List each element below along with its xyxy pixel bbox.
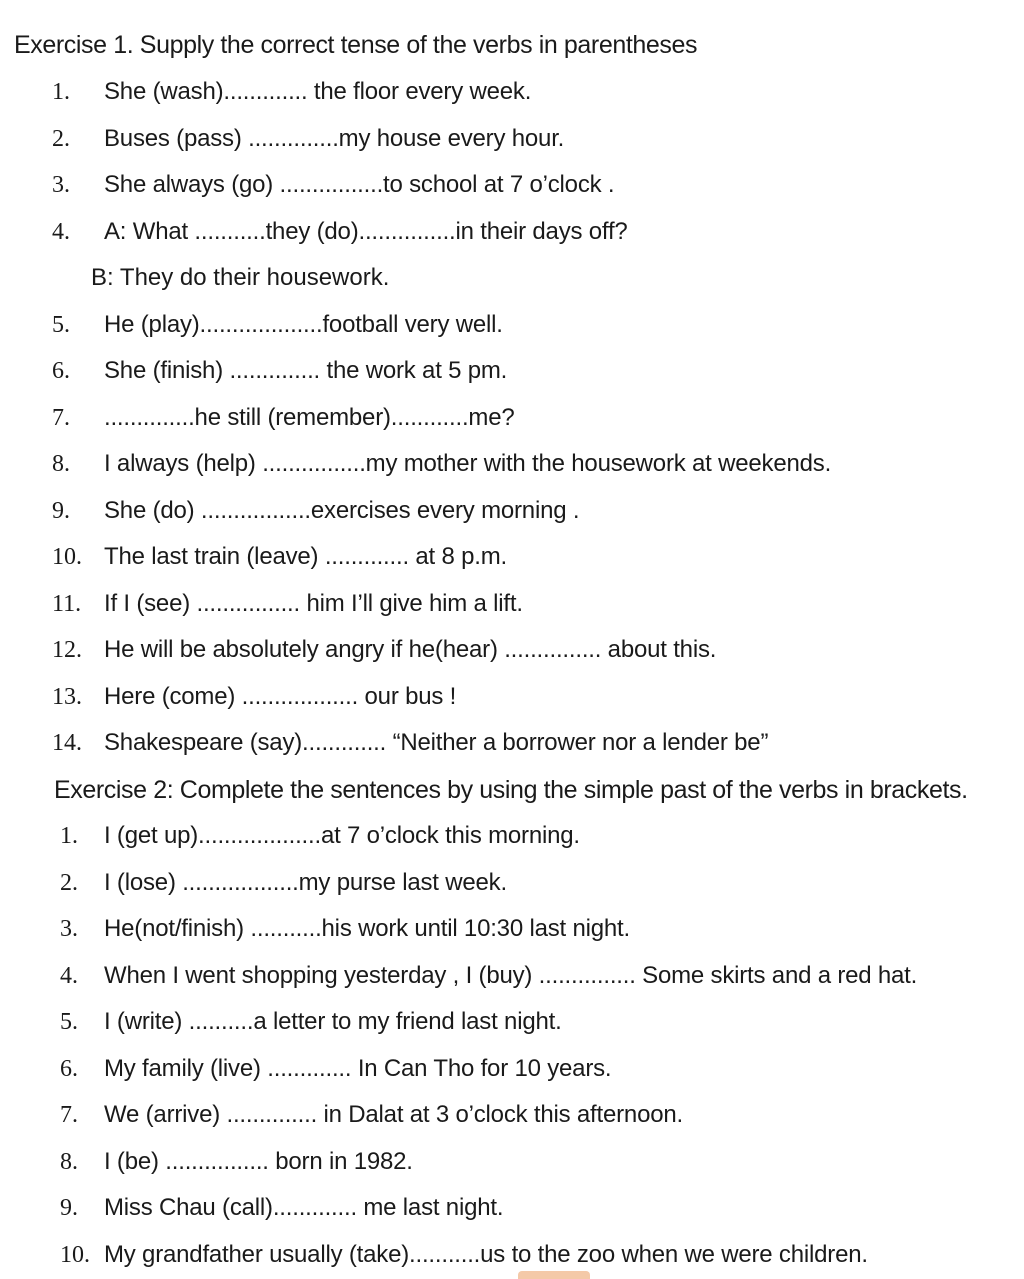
item-number: 10. bbox=[60, 1242, 90, 1268]
item-number: 5. bbox=[52, 312, 70, 338]
item-text: I (be) ................ born in 1982. bbox=[104, 1148, 413, 1175]
item-text: When I went shopping yesterday , I (buy) ............... Some skirts and a red hat. bbox=[104, 962, 918, 989]
item-text: B: They do their housework. bbox=[91, 264, 390, 291]
item-number: 2. bbox=[52, 126, 70, 152]
item-text: He (play)...................football very well. bbox=[104, 311, 503, 338]
item-text: I (write) ..........a letter to my friend last night. bbox=[104, 1008, 562, 1035]
item-number: 12. bbox=[52, 637, 82, 663]
item-number: 6. bbox=[60, 1056, 78, 1082]
item-number: 9. bbox=[52, 498, 70, 524]
item-number: 6. bbox=[52, 358, 70, 384]
item-number: 1. bbox=[60, 823, 78, 849]
item-text: We (arrive) .............. in Dalat at 3 o’clock this afternoon. bbox=[104, 1101, 683, 1128]
item-number: 14. bbox=[52, 730, 82, 756]
exercise-2-title: Exercise 2: Complete the sentences by using the simple past of the verbs in brackets. bbox=[54, 776, 968, 804]
item-number: 11. bbox=[52, 591, 82, 617]
item-text: Miss Chau (call)............. me last night. bbox=[104, 1194, 504, 1221]
item-text: The last train (leave) ............. at 8 p.m. bbox=[104, 543, 507, 570]
item-number: 7. bbox=[52, 405, 70, 431]
item-text: She (finish) .............. the work at 5 pm. bbox=[104, 357, 508, 384]
item-text: Shakespeare (say)............. “Neither a borrower nor a lender be” bbox=[104, 729, 769, 756]
item-text: ..............he still (remember)............me? bbox=[104, 404, 515, 431]
item-number: 2. bbox=[60, 870, 78, 896]
item-number: 4. bbox=[60, 963, 78, 989]
item-number: 9. bbox=[60, 1195, 78, 1221]
bottom-scroll-handle[interactable] bbox=[518, 1271, 590, 1279]
item-number: 4. bbox=[52, 219, 70, 245]
item-number: 1. bbox=[52, 79, 70, 105]
item-text: He(not/finish) ...........his work until 10:30 last night. bbox=[104, 915, 630, 942]
item-text: She always (go) ................to school at 7 o’clock . bbox=[104, 171, 615, 198]
item-text: She (do) .................exercises every morning . bbox=[104, 497, 580, 524]
item-text: A: What ...........they (do)...............in their days off? bbox=[104, 218, 628, 245]
item-text: Here (come) .................. our bus ! bbox=[104, 683, 457, 710]
item-number: 3. bbox=[52, 172, 70, 198]
item-number: 7. bbox=[60, 1102, 78, 1128]
item-number: 3. bbox=[60, 916, 78, 942]
item-text: My family (live) ............. In Can Tho for 10 years. bbox=[104, 1055, 612, 1082]
item-number: 8. bbox=[52, 451, 70, 477]
item-number: 5. bbox=[60, 1009, 78, 1035]
item-number: 10. bbox=[52, 544, 82, 570]
item-number: 8. bbox=[60, 1149, 78, 1175]
item-text: I (get up)...................at 7 o’clock this morning. bbox=[104, 822, 580, 849]
item-text: Buses (pass) ..............my house every hour. bbox=[104, 125, 565, 152]
item-text: I always (help) ................my mother with the housework at weekends. bbox=[104, 450, 832, 477]
item-text: I (lose) ..................my purse last week. bbox=[104, 869, 507, 896]
item-text: He will be absolutely angry if he(hear) ............... about this. bbox=[104, 636, 717, 663]
item-text: My grandfather usually (take)...........us to the zoo when we were children. bbox=[104, 1241, 868, 1268]
item-text: If I (see) ................ him I’ll give him a lift. bbox=[104, 590, 523, 617]
item-number: 13. bbox=[52, 684, 82, 710]
item-text: She (wash)............. the floor every week. bbox=[104, 78, 532, 105]
exercise-1-title: Exercise 1. Supply the correct tense of the verbs in parentheses bbox=[14, 31, 698, 59]
